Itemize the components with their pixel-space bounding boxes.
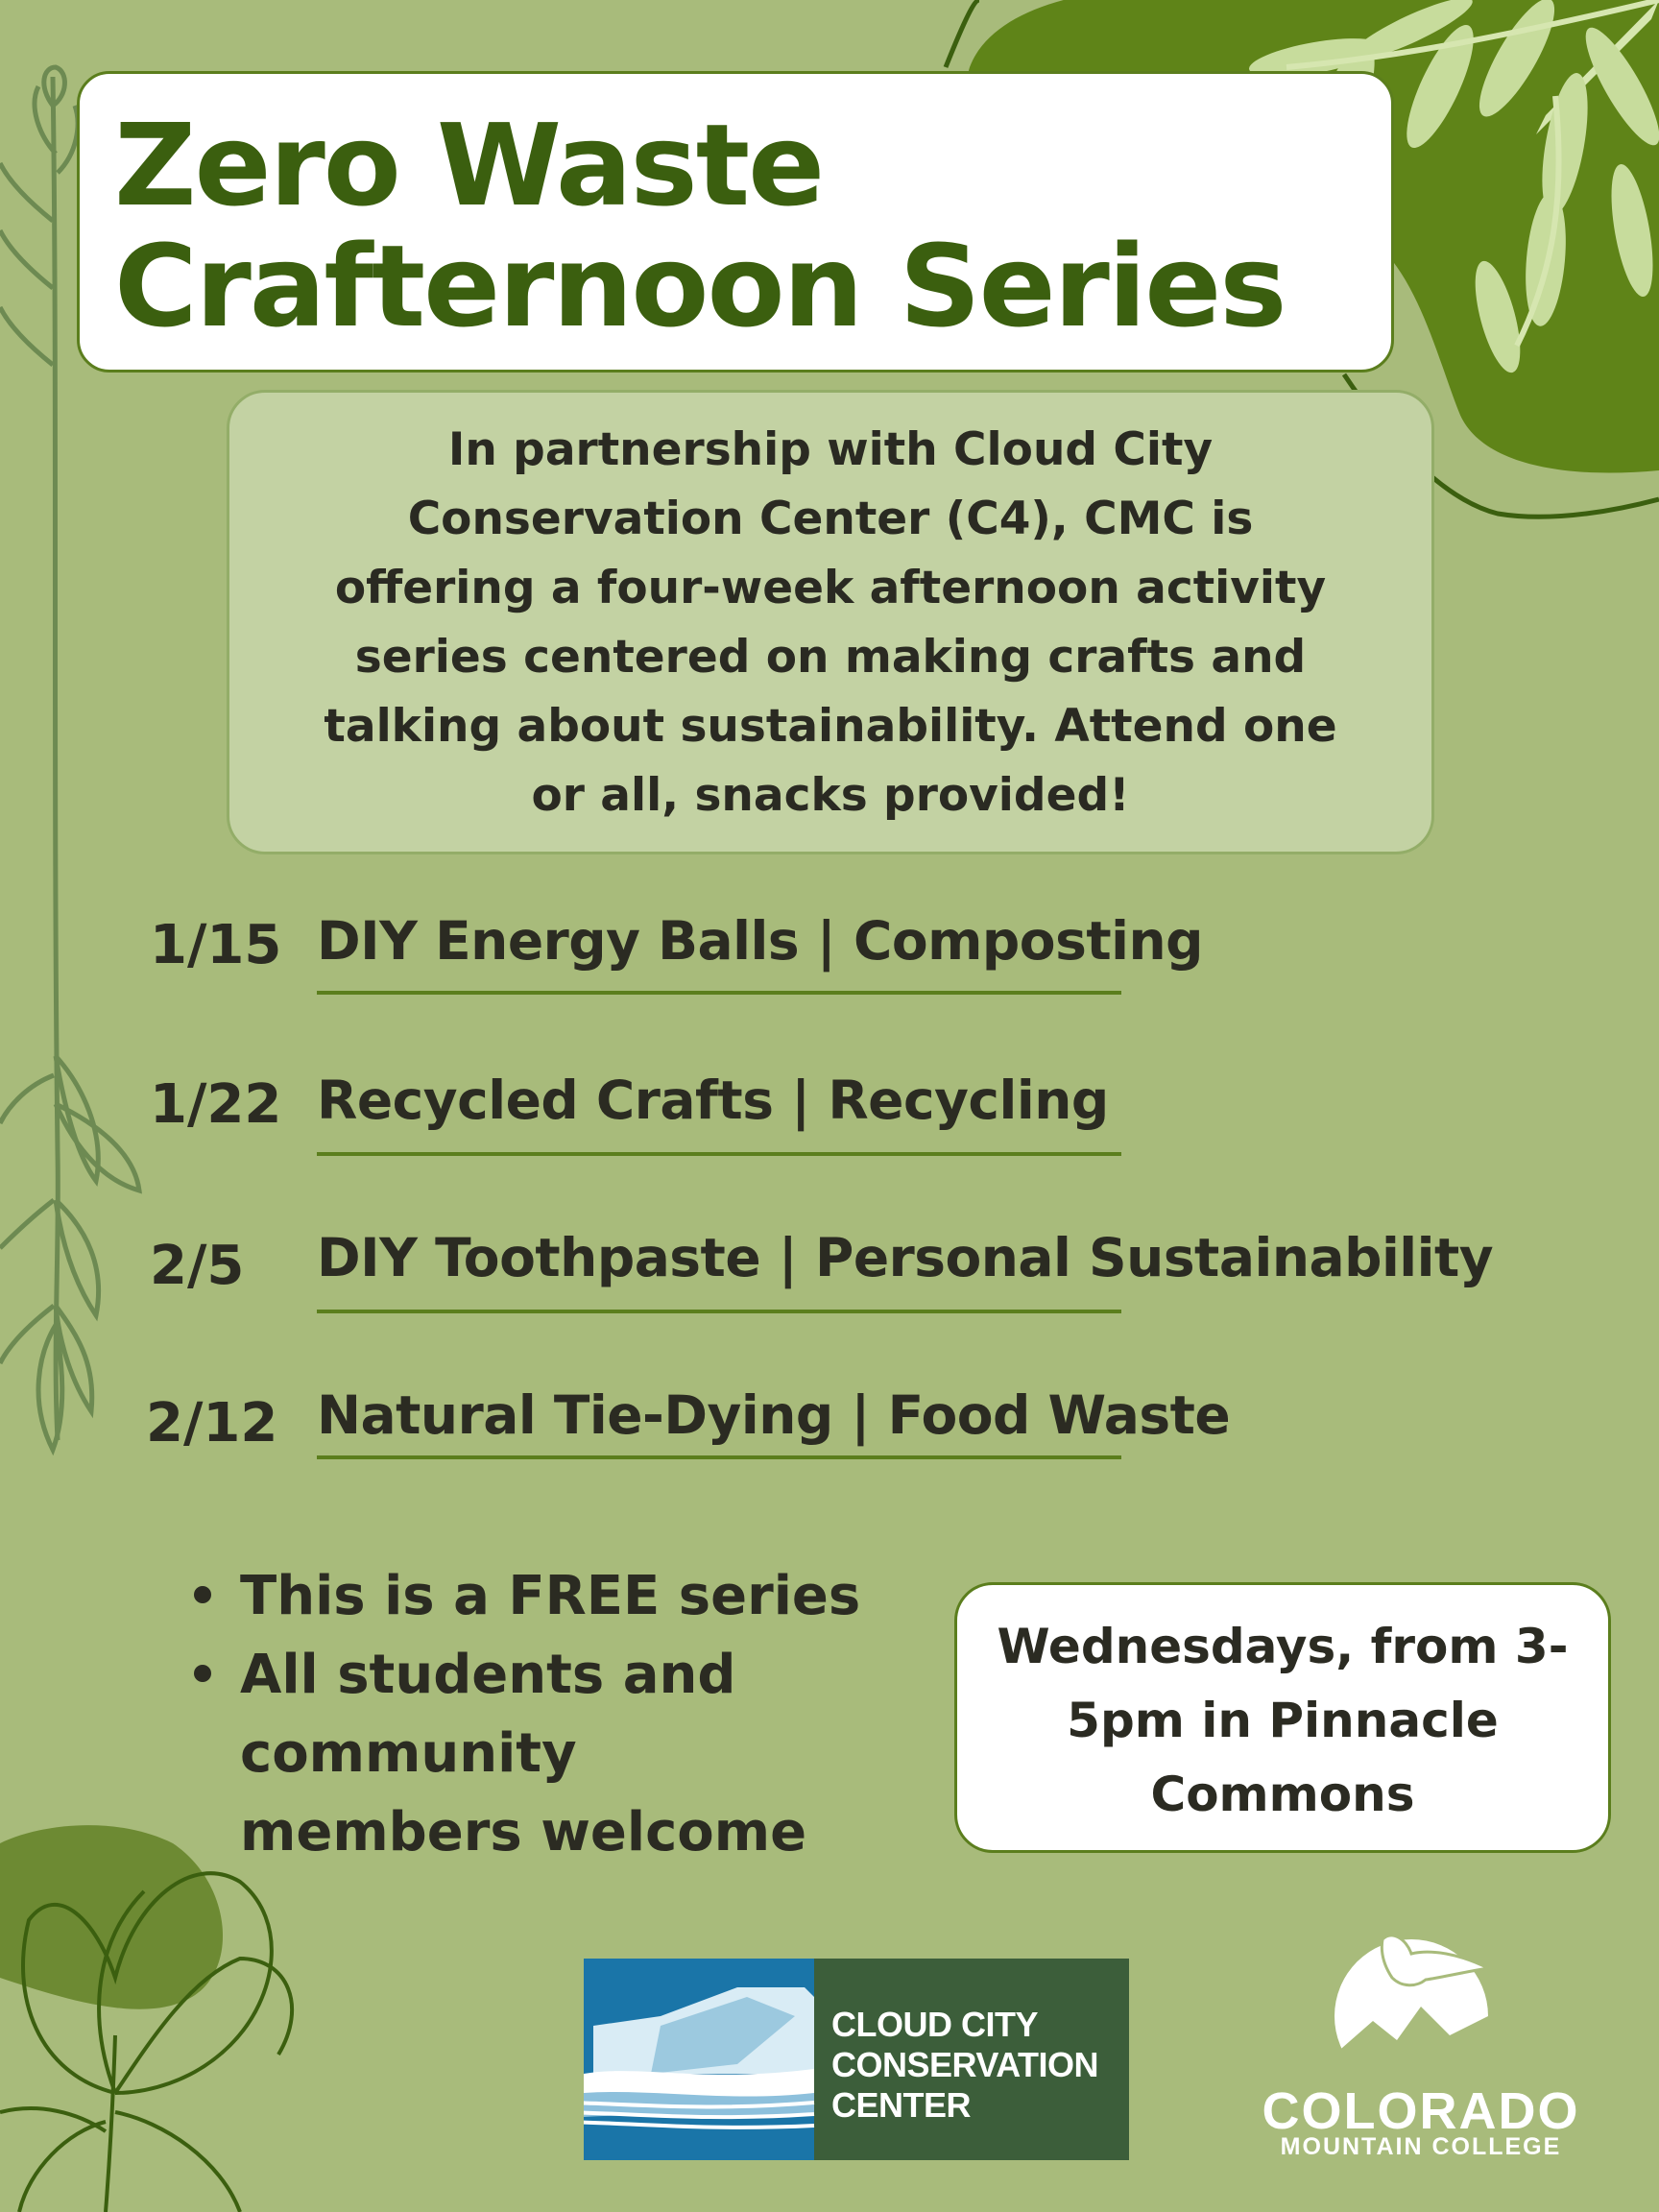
schedule-date: 1/15 bbox=[150, 914, 282, 976]
title-line-1: Zero Waste bbox=[114, 99, 824, 231]
c4-logo-line: CLOUD CITY bbox=[831, 2005, 1038, 2044]
schedule-date: 2/5 bbox=[150, 1235, 245, 1297]
info-bullets bbox=[190, 1557, 862, 1872]
time-location-card bbox=[954, 1582, 1611, 1853]
intro-line: offering a four-week afternoon activity bbox=[334, 562, 1327, 614]
c4-logo-text bbox=[831, 2005, 1098, 2126]
bullet-dot-icon bbox=[194, 1586, 211, 1603]
time-location-line: Commons bbox=[1150, 1767, 1415, 1822]
intro-line: Conservation Center (C4), CMC is bbox=[407, 493, 1254, 545]
title-card bbox=[77, 71, 1394, 373]
title-line-2: Crafternoon Series bbox=[114, 220, 1286, 352]
intro-line: series centered on making crafts and bbox=[354, 631, 1307, 684]
c4-logo-line: CENTER bbox=[831, 2085, 972, 2125]
flower-icon bbox=[0, 1825, 292, 2212]
time-location-text bbox=[976, 1610, 1589, 1832]
cmc-logo-name: COLORADO bbox=[1262, 2082, 1580, 2140]
c4-logo bbox=[584, 1959, 1129, 2160]
cmc-logo-subtitle: MOUNTAIN COLLEGE bbox=[1280, 2133, 1562, 2160]
schedule-event: Recycled Crafts | Recycling bbox=[317, 1070, 1109, 1131]
schedule-event: DIY Energy Balls | Composting bbox=[317, 910, 1203, 972]
schedule-event: DIY Toothpaste | Personal Sustainability bbox=[317, 1227, 1494, 1288]
schedule-date: 1/22 bbox=[150, 1073, 282, 1136]
time-location-line: 5pm in Pinnacle bbox=[1067, 1693, 1499, 1748]
cmc-mountain-eagle-icon bbox=[1238, 1920, 1603, 2083]
bullet-item bbox=[190, 1557, 862, 1636]
intro-card bbox=[227, 390, 1434, 854]
schedule-date: 2/12 bbox=[146, 1392, 278, 1455]
bullet-item bbox=[190, 1636, 862, 1872]
intro-text bbox=[287, 416, 1374, 830]
bullet-text: This is a FREE series bbox=[240, 1565, 861, 1627]
bullet-dot-icon bbox=[194, 1665, 211, 1682]
intro-line: In partnership with Cloud City bbox=[447, 423, 1214, 476]
intro-line: or all, snacks provided! bbox=[531, 769, 1130, 822]
bullet-text: All students and community members welcome bbox=[240, 1644, 807, 1863]
intro-line: talking about sustainability. Attend one bbox=[324, 700, 1337, 753]
cmc-logo bbox=[1238, 1920, 1603, 2160]
c4-logo-line: CONSERVATION bbox=[831, 2045, 1099, 2084]
time-location-line: Wednesdays, from 3- bbox=[997, 1619, 1569, 1674]
schedule-event: Natural Tie-Dying | Food Waste bbox=[317, 1384, 1231, 1446]
